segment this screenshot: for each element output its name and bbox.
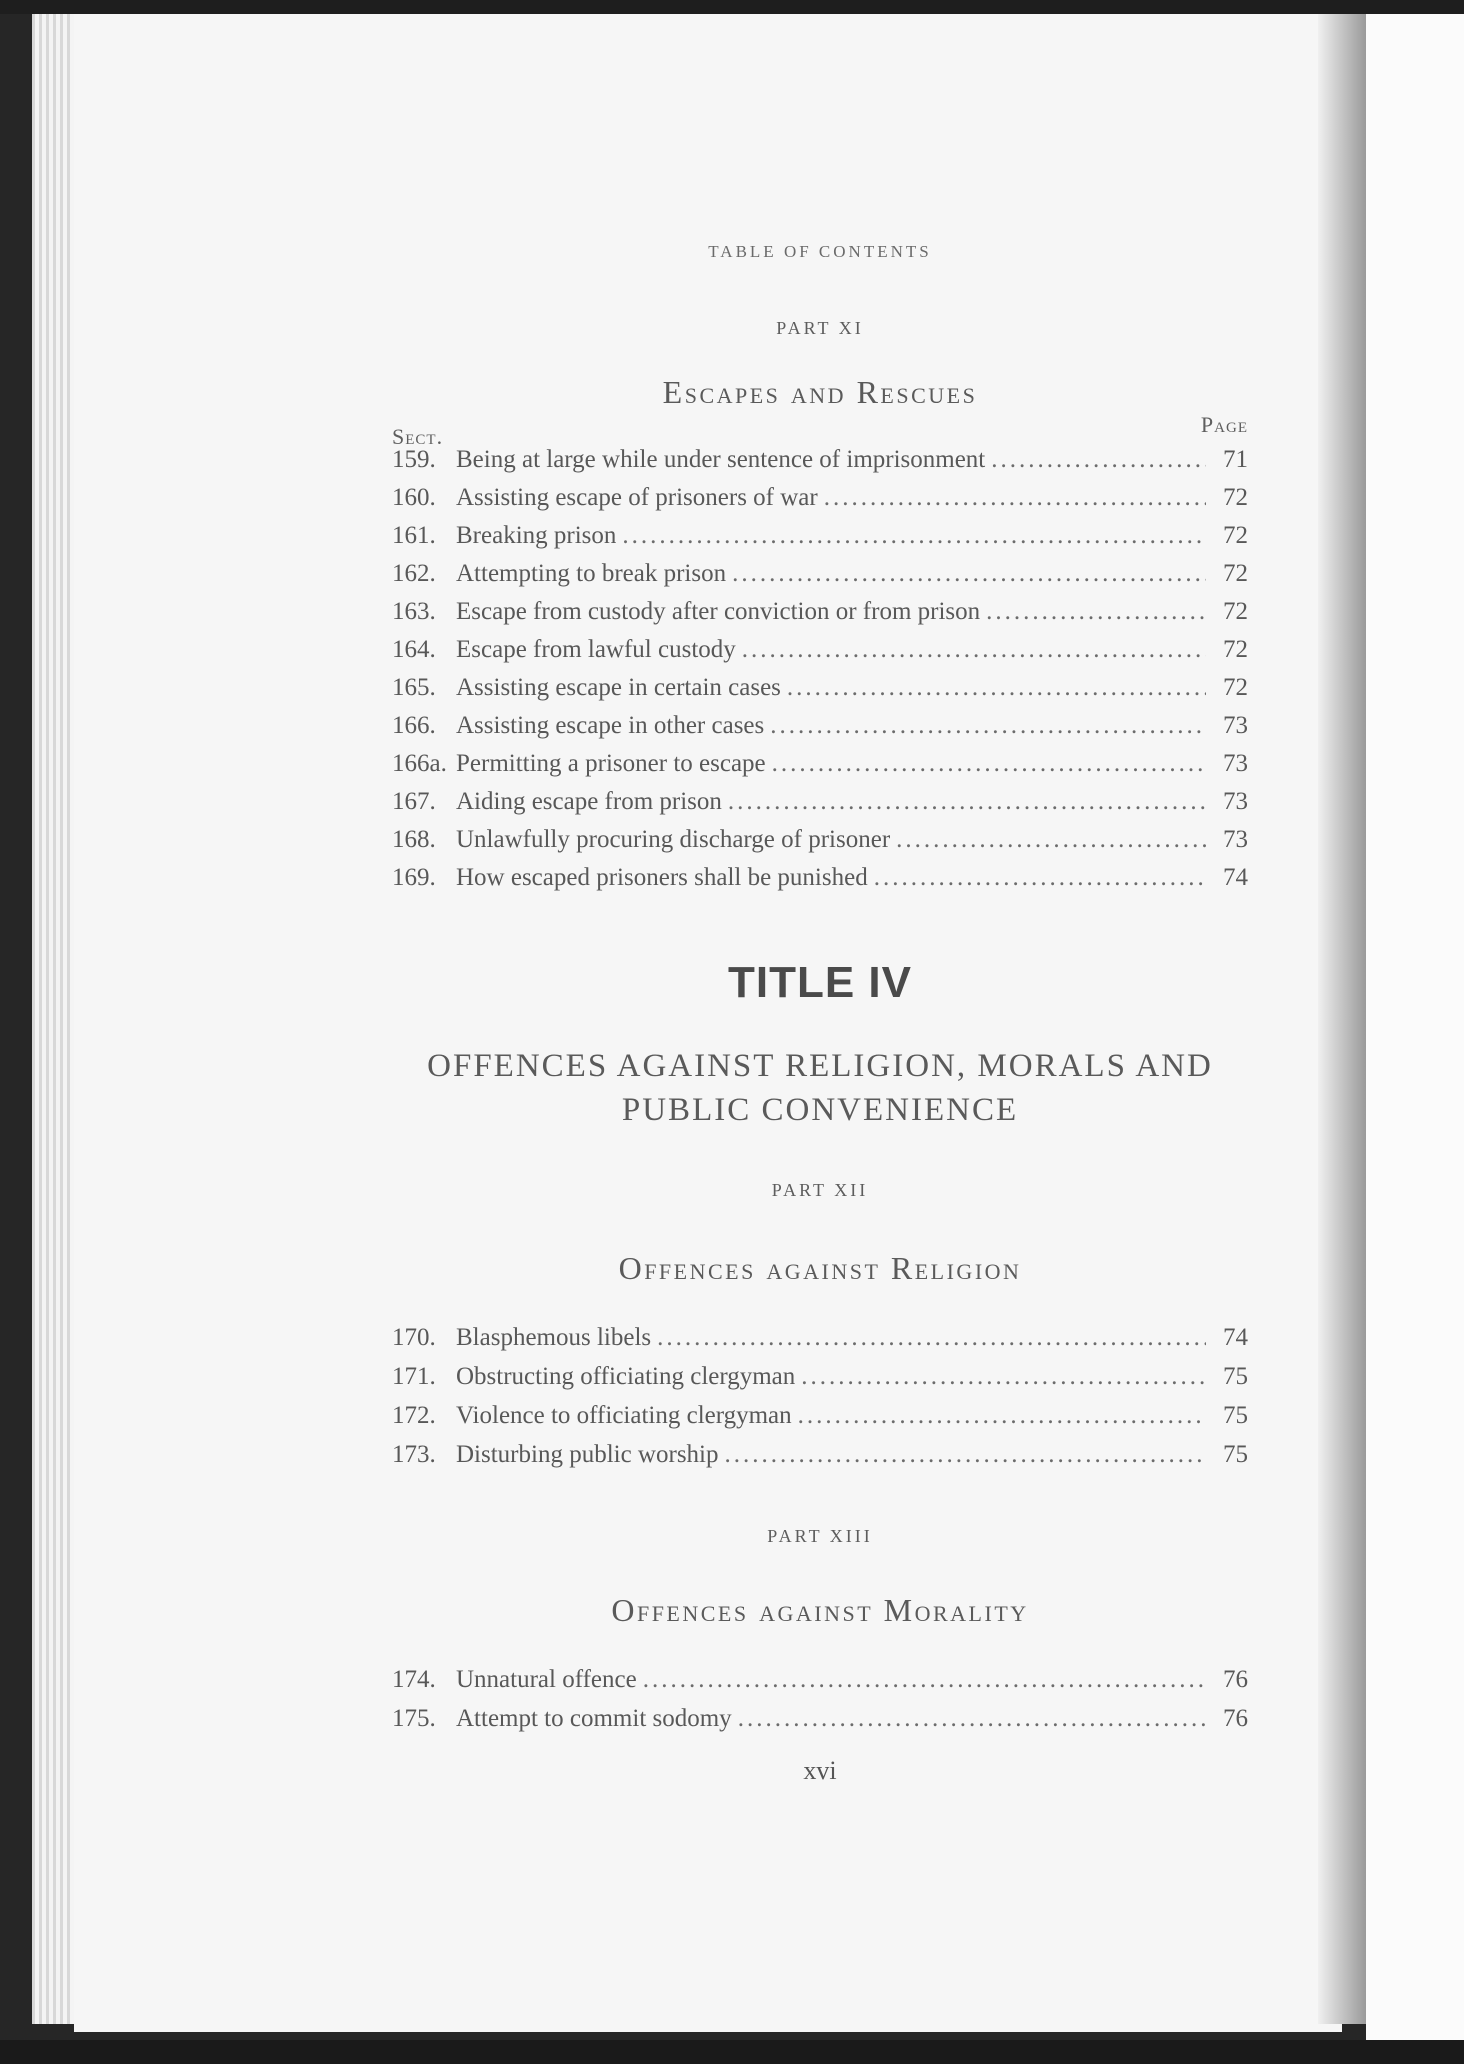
toc-entry[interactable]: [392, 1441, 1248, 1479]
toc-entry[interactable]: [392, 1666, 1248, 1704]
dot-leader: [772, 750, 1206, 778]
page-number: 72: [1223, 598, 1248, 625]
entry-title: Obstructing officiating clergyman: [456, 1363, 796, 1390]
dot-leader: [725, 1441, 1207, 1469]
page-number: 74: [1223, 864, 1248, 891]
section-number: 168.: [392, 826, 436, 853]
entry-title: Disturbing public worship: [456, 1441, 719, 1468]
entry-title: Unlawfully procuring discharge of prisoner: [456, 826, 891, 853]
toc-entry[interactable]: [392, 864, 1248, 902]
entry-title: Aiding escape from prison: [456, 788, 722, 815]
dot-leader: [798, 1402, 1206, 1430]
section-number: 171.: [392, 1363, 436, 1390]
section-number: 164.: [392, 636, 436, 663]
entry-title: Unnatural offence: [456, 1666, 637, 1693]
dot-leader: [643, 1666, 1206, 1694]
toc-entry[interactable]: [392, 788, 1248, 826]
toc-entry[interactable]: [392, 1705, 1248, 1743]
toc-entry[interactable]: [392, 560, 1248, 598]
part-xi-heading: Escapes and Rescues: [662, 374, 978, 410]
page-number: 76: [1223, 1705, 1248, 1732]
part-xi-label: PART XI: [776, 318, 864, 338]
section-number: 174.: [392, 1666, 436, 1693]
dot-leader: [770, 712, 1206, 740]
page-number: 76: [1223, 1666, 1248, 1693]
page-number: 72: [1223, 636, 1248, 663]
facing-page-edge: [1366, 14, 1464, 2040]
title-iv-subtitle-line2: PUBLIC CONVENIENCE: [621, 1092, 1019, 1128]
page-number: 72: [1223, 522, 1248, 549]
dot-leader: [896, 826, 1206, 854]
book-page: [74, 14, 1342, 2032]
entry-title: Breaking prison: [456, 522, 617, 549]
dot-leader: [657, 1324, 1206, 1352]
toc-entry[interactable]: [392, 712, 1248, 750]
entry-title: Escape from lawful custody: [456, 636, 736, 663]
dot-leader: [738, 1705, 1206, 1733]
section-number: 166.: [392, 712, 436, 739]
toc-entry[interactable]: [392, 826, 1248, 864]
running-head: TABLE OF CONTENTS: [708, 242, 932, 261]
entry-title: Attempt to commit sodomy: [456, 1705, 732, 1732]
toc-entry[interactable]: [392, 484, 1248, 522]
title-iv-subtitle-line1: OFFENCES AGAINST RELIGION, MORALS AND: [427, 1048, 1213, 1084]
toc-entry[interactable]: [392, 674, 1248, 712]
toc-entry[interactable]: [392, 1324, 1248, 1362]
section-number: 175.: [392, 1705, 436, 1732]
toc-entry[interactable]: [392, 598, 1248, 636]
dot-leader: [742, 636, 1206, 664]
section-number: 170.: [392, 1324, 436, 1351]
entry-title: Assisting escape in other cases: [456, 712, 765, 739]
title-iv-heading: TITLE IV: [728, 958, 912, 1007]
dot-leader: [801, 1363, 1206, 1391]
part-xii-heading: Offences against Religion: [618, 1250, 1022, 1286]
section-number: 163.: [392, 598, 436, 625]
section-number: 166a.: [392, 750, 447, 777]
entry-title: Blasphemous libels: [456, 1324, 652, 1351]
dot-leader: [991, 446, 1206, 474]
toc-entry[interactable]: [392, 446, 1248, 484]
page-number: 73: [1223, 712, 1248, 739]
toc-entry[interactable]: [392, 522, 1248, 560]
entry-title: Escape from custody after conviction or from prison: [456, 598, 981, 625]
entry-title: Violence to officiating clergyman: [456, 1402, 792, 1429]
entry-title: Attempting to break prison: [456, 560, 727, 587]
part-xiii-heading: Offences against Morality: [611, 1592, 1029, 1628]
dot-leader: [824, 484, 1206, 512]
entry-title: Being at large while under sentence of imprisonment: [456, 446, 986, 473]
section-number: 159.: [392, 446, 436, 473]
page-number: 71: [1223, 446, 1248, 473]
page-number: 73: [1223, 750, 1248, 777]
page-number: 75: [1223, 1363, 1248, 1390]
dot-leader: [728, 788, 1206, 816]
section-number: 162.: [392, 560, 436, 587]
page-number: 72: [1223, 560, 1248, 587]
page-number: 72: [1223, 484, 1248, 511]
entry-title: Assisting escape of prisoners of war: [456, 484, 818, 511]
dot-leader: [732, 560, 1206, 588]
page-folio: xvi: [803, 1756, 837, 1785]
section-number: 167.: [392, 788, 436, 815]
entry-title: Assisting escape in certain cases: [456, 674, 781, 701]
section-number: 161.: [392, 522, 436, 549]
section-number: 172.: [392, 1402, 436, 1429]
toc-entry[interactable]: [392, 750, 1248, 788]
entry-title: Permitting a prisoner to escape: [456, 750, 766, 777]
part-xiii-label: PART XIII: [767, 1526, 873, 1546]
toc-entry[interactable]: [392, 1363, 1248, 1401]
section-number: 165.: [392, 674, 436, 701]
column-header-sect: Sect.: [392, 424, 444, 449]
page-number: 75: [1223, 1402, 1248, 1429]
section-number: 160.: [392, 484, 436, 511]
entry-title: How escaped prisoners shall be punished: [456, 864, 868, 891]
toc-entry[interactable]: [392, 636, 1248, 674]
dot-leader: [874, 864, 1206, 892]
dot-leader: [986, 598, 1206, 626]
page-number: 73: [1223, 788, 1248, 815]
scan-border-top: [0, 0, 1464, 14]
column-header-page: Page: [1200, 412, 1248, 437]
page-number: 74: [1223, 1324, 1248, 1351]
page-number: 73: [1223, 826, 1248, 853]
book-gutter: [1318, 14, 1366, 2024]
page-number: 75: [1223, 1441, 1248, 1468]
page-number: 72: [1223, 674, 1248, 701]
section-number: 173.: [392, 1441, 436, 1468]
part-xii-label: PART XII: [771, 1180, 869, 1200]
dot-leader: [787, 674, 1206, 702]
dot-leader: [622, 522, 1206, 550]
scan-border-bottom: [0, 2040, 1464, 2064]
section-number: 169.: [392, 864, 436, 891]
toc-entry[interactable]: [392, 1402, 1248, 1440]
